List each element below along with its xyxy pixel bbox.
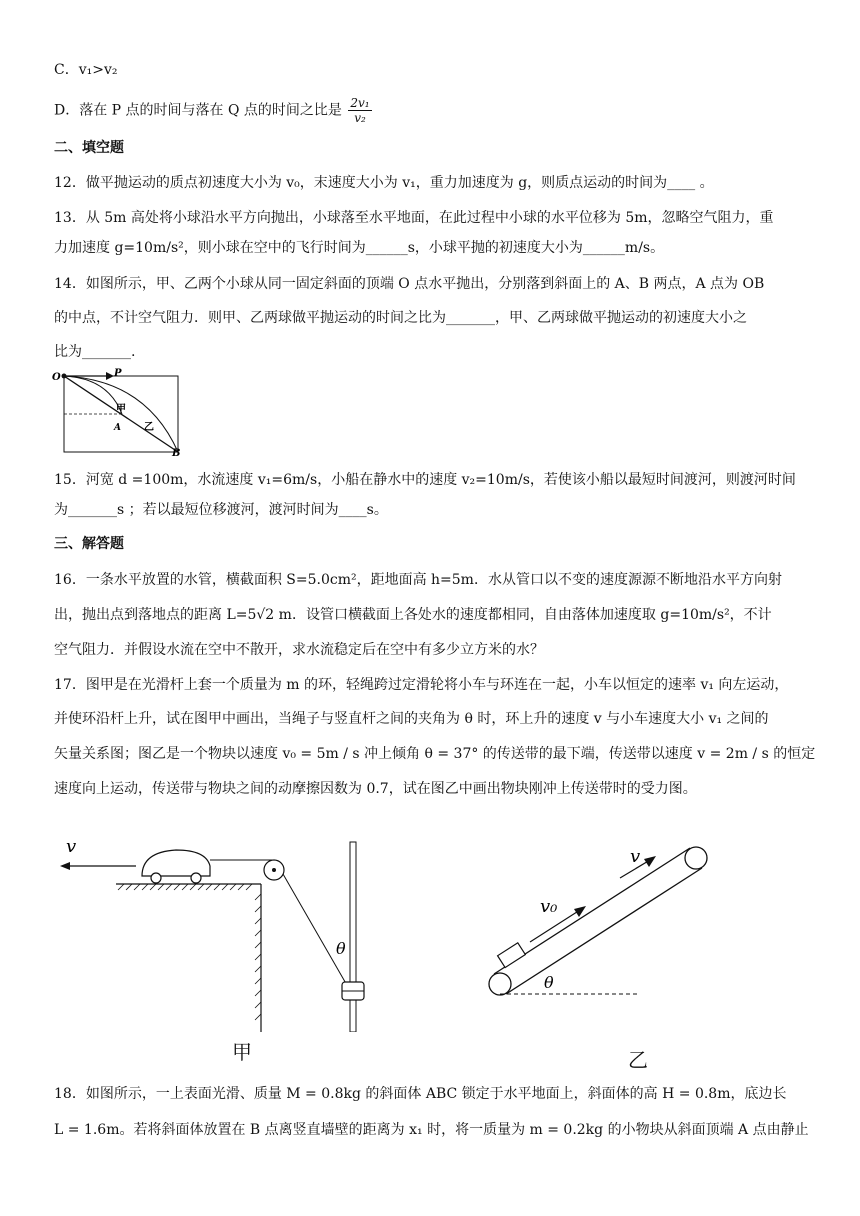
option-c: C．v₁>v₂: [54, 62, 118, 78]
section-heading-fill: 二、填空题: [54, 140, 124, 156]
question-17-line-3: 矢量关系图；图乙是一个物块以速度 v₀ = 5m / s 冲上倾角 θ = 37° 的传送带的最下端，传送带以速度 v = 2m / s 的恒定: [54, 746, 816, 762]
question-12: 12．做平抛运动的质点初速度大小为 v₀，末速度大小为 v₁，重力加速度为 g，则质点运动的时间为____ 。: [54, 175, 714, 191]
label-yi: 乙: [144, 422, 154, 433]
question-17-line-1: 17．图甲是在光滑杆上套一个质量为 m 的环，轻绳跨过定滑轮将小车与环连在一起，小车以恒定的速率 v₁ 向左运动，: [54, 677, 789, 693]
car-wheel-rear: [151, 873, 161, 883]
label-o: O: [52, 372, 61, 383]
question-18-line-1: 18．如图所示，一上表面光滑、质量 M = 0.8kg 的斜面体 ABC 锁定于水平地面上，斜面体的高 H = 0.8m，底边长: [54, 1086, 787, 1102]
angle-theta-label: θ: [336, 939, 346, 958]
figure-jia-car-pulley: [56, 822, 386, 1032]
question-16-line-2: 出，抛出点到落地点的距离 L=5√2 m．设管口横截面上各处水的速度都相同，自由落体加速度取 g=10m/s²，不计: [54, 607, 772, 623]
point-o-dot: [62, 374, 67, 379]
question-16-line-1: 16．一条水平放置的水管，横截面积 S=5.0cm²，距地面高 h=5m．水从管口以不变的速度源源不断地沿水平方向射: [54, 572, 782, 588]
belt-roller-bottom: [489, 973, 511, 995]
caption-jia: 甲: [232, 1040, 252, 1064]
question-13-line-2: 力加速度 g=10m/s²，则小球在空中的飞行时间为______s，小球平抛的初速度大小为______m/s。: [54, 240, 665, 256]
wall-hatching: [255, 894, 261, 1020]
incline-theta-label: θ: [544, 973, 554, 992]
question-18-line-2: L = 1.6m。若将斜面体放置在 B 点离竖直墙壁的距离为 x₁ 时，将一质量为 m = 0.2kg 的小物块从斜面顶端 A 点由静止: [54, 1122, 809, 1138]
caption-yi: 乙: [628, 1048, 648, 1072]
question-14-line-2: 的中点，不计空气阻力．则甲、乙两球做平抛运动的时间之比为_______，甲、乙两球做平抛运动的初速度大小之: [54, 310, 747, 326]
label-b: B: [172, 448, 181, 458]
fraction-denominator: v₂: [354, 111, 366, 125]
question-14-line-1: 14．如图所示，甲、乙两个小球从同一固定斜面的顶端 O 点水平抛出，分别落到斜面上的 A、B 两点，A 点为 OB: [54, 276, 765, 292]
velocity-label-v: v: [66, 836, 77, 857]
belt-velocity-arrow-head: [644, 856, 656, 867]
question-15-line-1: 15．河宽 d =100m，水流速度 v₁=6m/s，小船在静水中的速度 v₂=10m/s，若使该小船以最短时间渡河，则渡河时间: [54, 472, 796, 488]
block: [498, 943, 526, 968]
question-15-line-2: 为_______s ；若以最短位移渡河，渡河时间为____s。: [54, 502, 388, 518]
q14-incline-figure: [48, 366, 188, 458]
option-d: [54, 96, 372, 125]
belt-roller-top: [685, 847, 707, 869]
fraction-numerator: 2v₁: [350, 96, 370, 110]
option-d-text: D．落在 P 点的时间与落在 Q 点的时间之比是: [54, 102, 342, 119]
label-jia: 甲: [116, 404, 126, 415]
block-group: [498, 943, 526, 968]
section-heading-answer: 三、解答题: [54, 536, 124, 552]
pulley-axle: [272, 868, 276, 872]
label-p: P: [114, 368, 122, 379]
belt-lower: [506, 868, 702, 994]
question-13-line-1: 13．从 5m 高处将小球沿水平方向抛出，小球落至水平地面，在此过程中小球的水平位移为 5m，忽略空气阻力，重: [54, 210, 774, 226]
velocity-arrow-head: [60, 862, 70, 870]
option-d-fraction: [348, 96, 371, 125]
v0-label: v₀: [540, 896, 558, 917]
vertical-rod: [350, 842, 356, 1032]
car-body: [142, 850, 210, 876]
rope-slant: [283, 874, 348, 987]
figure-yi-conveyor: [470, 826, 730, 1006]
question-17-line-4: 速度向上运动，传送带与物块之间的动摩擦因数为 0.7，试在图乙中画出物块刚冲上传送带时的受力图。: [54, 781, 697, 797]
belt-velocity-label: v: [630, 846, 641, 867]
ground-hatching: [118, 884, 252, 890]
question-14-line-3: 比为_______.: [54, 344, 136, 360]
question-16-line-3: 空气阻力．并假设水流在空中不散开，求水流稳定后在空中有多少立方米的水？: [54, 642, 544, 658]
question-17-line-2: 并使环沿杆上升，试在图甲中画出，当绳子与竖直杆之间的夹角为 θ 时，环上升的速度 v 与小车速度大小 v₁ 之间的: [54, 711, 769, 727]
car-wheel-front: [191, 873, 201, 883]
label-a: A: [114, 423, 121, 433]
arrow-head: [106, 372, 114, 380]
